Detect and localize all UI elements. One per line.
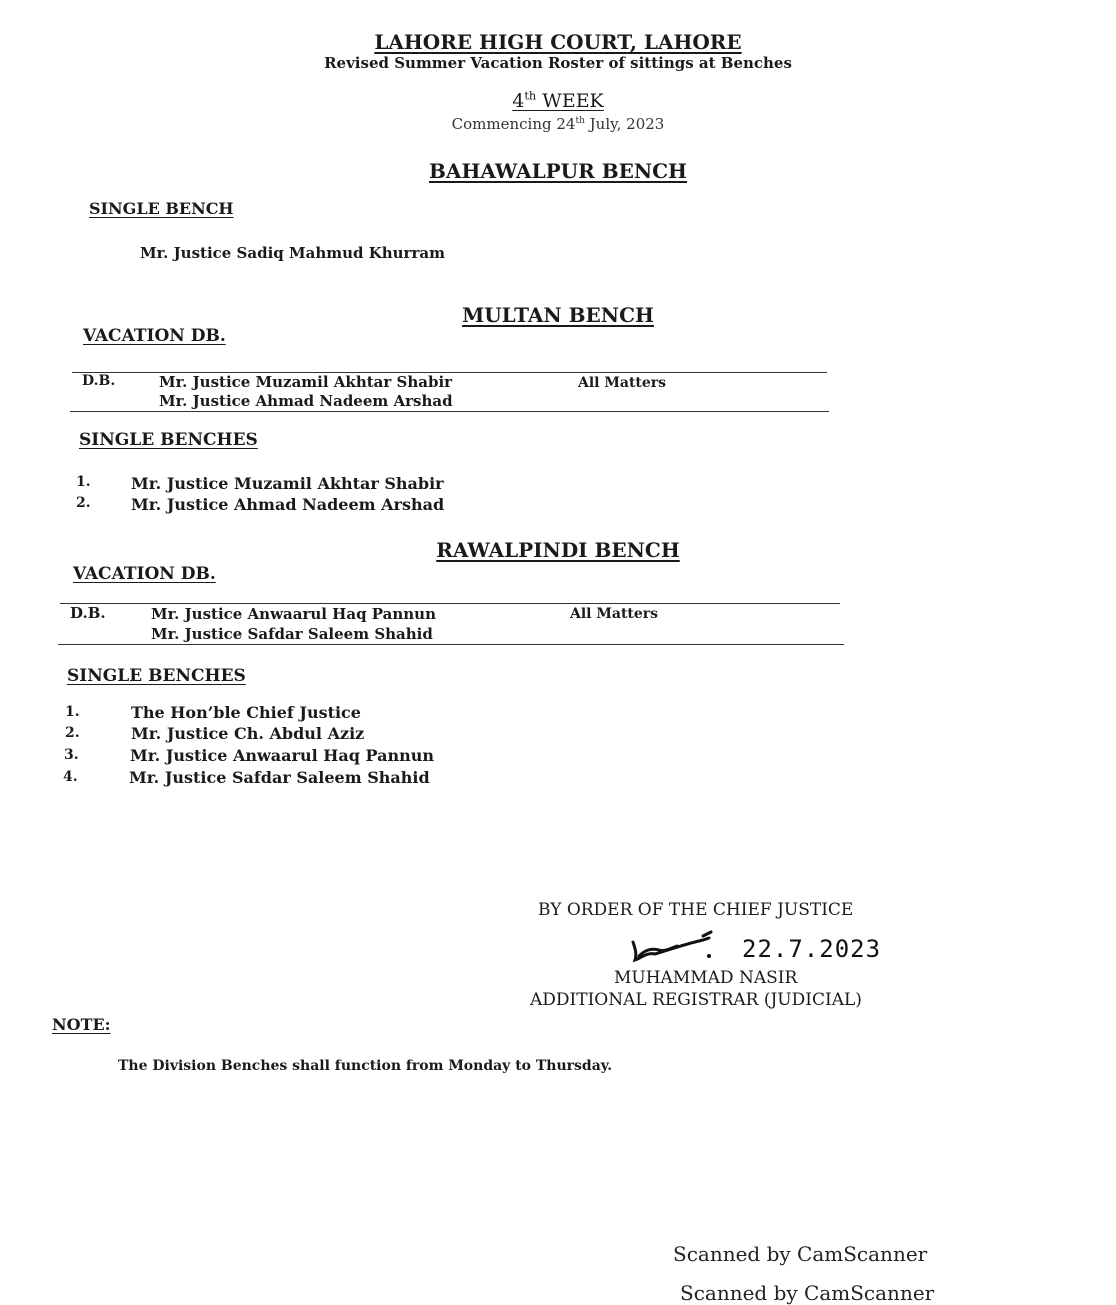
rawalpindi-single-judge-4: Mr. Justice Safdar Saleem Shahid xyxy=(129,768,430,787)
commencing-date: Commencing 24th July, 2023 xyxy=(451,115,665,133)
rawalpindi-db-label: D.B. xyxy=(70,604,106,622)
multan-single-judge-1: Mr. Justice Muzamil Akhtar Shabir xyxy=(131,474,444,493)
rawalpindi-single-judge-3: Mr. Justice Anwaarul Haq Pannun xyxy=(130,746,434,765)
roster-subtitle: Revised Summer Vacation Roster of sittings at Benches xyxy=(324,54,792,72)
multan-vacation-label: VACATION DB. xyxy=(83,326,226,346)
camscanner-watermark-repeat: Scanned by CamScanner xyxy=(680,1281,935,1305)
registrar-name: MUHAMMAD NASIR xyxy=(614,968,798,988)
multan-db-bottom-rule xyxy=(70,411,829,412)
rawalpindi-single-num-1: 1. xyxy=(65,704,80,720)
rawalpindi-single-judge-2: Mr. Justice Ch. Abdul Aziz xyxy=(131,724,365,743)
rawalpindi-vacation-label: VACATION DB. xyxy=(73,564,216,584)
bahawalpur-bench-title: BAHAWALPUR BENCH xyxy=(429,159,687,183)
multan-single-label: SINGLE BENCHES xyxy=(79,430,258,450)
bahawalpur-judge: Mr. Justice Sadiq Mahmud Khurram xyxy=(140,244,445,262)
rawalpindi-single-label: SINGLE BENCHES xyxy=(67,666,246,686)
rawalpindi-db-judge-1: Mr. Justice Anwaarul Haq Pannun xyxy=(151,605,436,623)
note-text: The Division Benches shall function from Monday to Thursday. xyxy=(118,1058,613,1074)
rawalpindi-db-top-rule xyxy=(60,603,840,604)
rawalpindi-db-bottom-rule xyxy=(58,644,844,645)
camscanner-watermark: Scanned by CamScanner xyxy=(673,1242,928,1266)
multan-bench-title: MULTAN BENCH xyxy=(462,303,654,327)
rawalpindi-single-num-3: 3. xyxy=(64,747,79,763)
court-title: LAHORE HIGH COURT, LAHORE xyxy=(374,30,742,54)
rawalpindi-single-num-2: 2. xyxy=(65,725,80,741)
multan-single-num-2: 2. xyxy=(76,495,91,511)
bahawalpur-single-label: SINGLE BENCH xyxy=(89,199,234,218)
signature-icon xyxy=(625,928,735,970)
registrar-designation: ADDITIONAL REGISTRAR (JUDICIAL) xyxy=(530,990,862,1010)
multan-db-label: D.B. xyxy=(82,373,116,389)
rawalpindi-db-matters: All Matters xyxy=(570,606,659,622)
multan-single-num-1: 1. xyxy=(76,474,91,490)
rawalpindi-bench-title: RAWALPINDI BENCH xyxy=(436,538,680,562)
multan-db-matters: All Matters xyxy=(578,375,667,391)
rawalpindi-single-num-4: 4. xyxy=(63,769,78,785)
signature-date: 22.7.2023 xyxy=(742,935,882,963)
week-heading: 4th WEEK xyxy=(512,88,604,112)
rawalpindi-db-judge-2: Mr. Justice Safdar Saleem Shahid xyxy=(151,625,433,643)
rawalpindi-single-judge-1: The Hon’ble Chief Justice xyxy=(131,703,361,722)
multan-db-judge-1: Mr. Justice Muzamil Akhtar Shabir xyxy=(159,373,453,391)
multan-db-judge-2: Mr. Justice Ahmad Nadeem Arshad xyxy=(159,392,453,410)
multan-single-judge-2: Mr. Justice Ahmad Nadeem Arshad xyxy=(131,495,445,514)
order-line: BY ORDER OF THE CHIEF JUSTICE xyxy=(538,900,854,920)
note-label: NOTE: xyxy=(52,1015,111,1034)
